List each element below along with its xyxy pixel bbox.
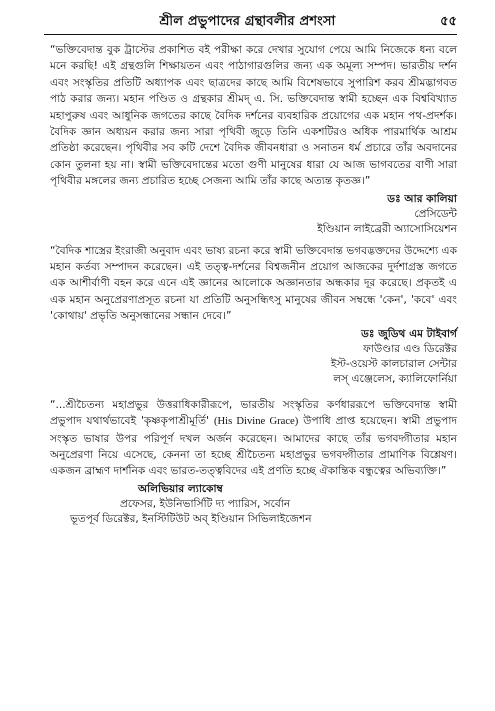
running-title: শ্রীল প্রভুপাদের গ্রন্থাবলীর প্রশংসা	[159, 14, 336, 29]
signatory-title-3a: প্রফেসর, ইউনিভার্সিটি দ্য প্যারিস, সর্বোন	[120, 497, 291, 510]
testimonial-signature-2	[50, 327, 457, 387]
page-number: ৫৫	[440, 14, 457, 29]
quote-3-text-end: উপাধি প্রাপ্ত হয়েছেন। স্বামী প্রভুপাদ সংস্কৃত ভাষার উপর পরিপূর্ণ দখল অর্জন করেছেন। আমাদের কাছে তাঁর ভগবদ্গীতার মহান অনুপ্রেরণা নিয়ে এসেছে, কেননা তা হচ্ছে শ্রীচৈতন্য মহাপ্রভুর ভগবদ্গীতার প্রামাণিক বিশ্লেষণ। একজন ব্রাহ্মণ দার্শনিক এবং ভারত-তত্ত্ববিদের এই প্রণতি হচ্ছে ঐকান্তিক বন্ধুত্বের অভিব্যক্তি।”	[50, 415, 457, 478]
page-header	[0, 12, 495, 34]
signatory-title-1a: প্রেসিডেন্ট	[414, 207, 457, 220]
header-rule	[44, 34, 457, 35]
testimonial-quote-1: “ভক্তিবেদান্ত বুক ট্রাস্টের প্রকাশিত বই পরীক্ষা করে দেখার সুযোগ পেয়ে আমি নিজেকে ধন্য বলে মনে করছি! এই গ্রন্থগুলি শিক্ষায়তন এবং পাঠাগারগুলির জন্য এক অমূল্য সম্পদ। ভারতীয় দর্শন এবং সংস্কৃতির প্রতিটি অধ্যাপক এবং ছাত্রদের কাছে আমি বিশেষভাবে সুপারিশ করব শ্রীমদ্ভাগবত পাঠ করার জন্য। মহান পণ্ডিত ও গ্রন্থকার শ্রীমদ্ এ. সি. ভক্তিবেদান্ত স্বামী হচ্ছেন এক বিশ্ববিখ্যাত মহাপুরুষ এবং আধুনিক জগতের কাছে বৈদিক দর্শনের ব্যবহারিক প্রয়োগের এক মহান পথ-প্রদর্শক। বৈদিক জ্ঞান অধ্যয়ন করার জন্য সারা পৃথিবী জুড়ে তিনি একশটিরও অধিক পারমার্থিক আশ্রম প্রতিষ্ঠা করেছেন। পৃথিবীর সব কটি দেশে বৈদিক জীবনধারা ও সনাতন ধর্ম প্রচারে তাঁর অবদানের কোন তুলনা হয় না। স্বামী ভক্তিবেদান্তের মতো গুণী মানুষের ধারা যে আজ ভাগবতের বাণী সারা পৃথিবীর মঙ্গলের জন্য প্রচারিত হচ্ছে সেজন্য আমি তাঁর কাছে অত্যন্ত কৃতজ্ঞ।”	[50, 44, 457, 188]
signatory-title-3b: ভূতপূর্ব ডিরেক্টর, ইনস্টিটিউট অব্ ইণ্ডিয়ান সিভিলাইজেশন	[70, 512, 312, 525]
signatory-title-1b: ইণ্ডিয়ান লাইব্রেরী অ্যাসোসিয়েশন	[317, 222, 457, 235]
signatory-title-2c: লস্ এঞ্জেলেস, ক্যালিফোর্নিয়া	[333, 372, 457, 385]
signatory-name-2: ডঃ জুডিথ এম টাইবার্গ	[361, 327, 457, 340]
signatory-title-2b: ইস্ট-ওয়েস্ট কালচারাল সেন্টার	[330, 357, 457, 370]
testimonial-quote-3	[50, 397, 457, 480]
testimonial-quote-2: “বৈদিক শাস্ত্রের ইংরাজী অনুবাদ এবং ভাষ্য রচনা করে স্বামী ভক্তিবেদান্ত ভগবদ্ভক্তদের উদ্দেশ্যে এক মহান কর্তব্য সম্পাদন করেছেন। এই তত্ত্ব-দর্শনের বিশ্বজনীন প্রয়োগ আজকের দুর্দশাগ্রস্ত জগতে এক আশীর্বাণী বহন করে এনে এই জ্ঞানের আলোকে অজ্ঞানতার অন্ধকার দূর করেছে। প্রকৃতই এ এক মহান অনুপ্রেরণাপ্রসূত রচনা যা প্রতিটি অনুসন্ধিৎসু মানুষের জীবন সম্বন্ধে 'কেন', 'কবে' এবং 'কোথায়' প্রভৃতি অনুসন্ধানের সন্ধান দেবে।”	[50, 244, 457, 323]
page-body	[50, 42, 457, 527]
testimonial-signature-1	[50, 192, 457, 237]
signatory-name-3: অলিভিয়ার ল্যাকোম্ব	[138, 482, 223, 495]
signatory-name-1: ডঃ আর কালিয়া	[387, 192, 457, 205]
quote-3-latin-title: (His Divine Grace)	[213, 416, 299, 428]
quote-3-text-start: “...শ্রীচৈতন্য মহাপ্রভুর উত্তরাধিকারীরূপে, ভারতীয় সংস্কৃতির কর্ণধাররূপে ভক্তিবেদান্ত স্বামী প্রভুপাদ যথার্থভাবেই 'কৃষ্ণকৃপাশ্রীমূর্তি'	[50, 398, 457, 428]
signatory-title-2a: ফাউণ্ডার এণ্ড ডিরেক্টর	[363, 342, 457, 355]
testimonial-signature-3	[50, 482, 457, 527]
